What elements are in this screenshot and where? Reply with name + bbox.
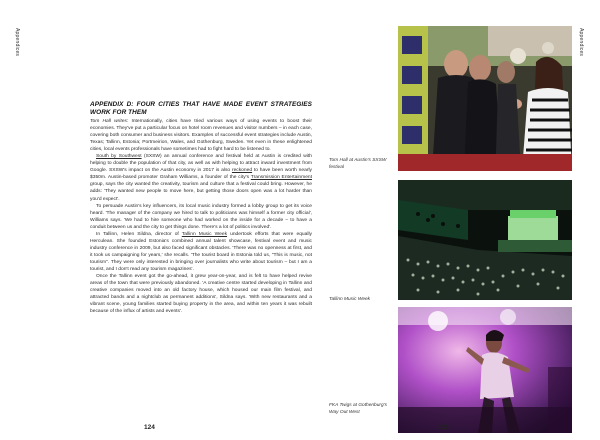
sxsw-link[interactable]: South by Southwest — [96, 154, 142, 160]
caption-gothenburg: FKA Twigs at Gothenburg's Way Out West — [329, 403, 387, 415]
article-heading: APPENDIX D: FOUR CITIES THAT HAVE MADE EVENT STRATEGIES WORK FOR THEM — [90, 101, 312, 116]
paragraph-4: In Tallinn, Helen Sildna, director of Tallinn Music Week undertook efforts that were equally Herculean. She founded Estonia's combined annual talent showcase, festival event and music industry conference in 2009, but also faced significant obstacles. 'There was no openness at first, and it took us campaigning for years,' she recalls. 'The tourist board in Estonia told us, "This is music, not tourism". They were only interested in bringing over journalists who write about tourism – but I am a tourist, and I don't read any tourism magazines'. — [90, 231, 312, 272]
reckoned-link[interactable]: reckoned — [231, 168, 253, 174]
transmission-link[interactable]: Transmission Entertainment — [250, 175, 312, 181]
paragraph-2: South by Southwest (SXSW) an annual conference and festival held at Austin is credited with helping to double the population of that city, as well as with helping to attract inward investment from Google. SXSW's impact on the Austin economy in 2017 is also reckoned to have been worth nearly $350m. Austin-based promoter Graham Williams, a founder of the city's Transmission Entertainment group, says the city wanted the creativity, tourism and culture that a festival could bring. However, he adds: 'They wanted new people to move here, but getting those doors open was a lot harder than you'd expect'. — [90, 154, 313, 202]
paragraph-5: Once the Tallinn event got the go-ahead, it grew year-on-year, and is felt to have helped revive areas of the town that were previously abandoned. 'A creative centre started developing in Tallinn and creative companies moved into an old factory house, which housed our main film festival, and attracted bands and a nightclub as permanent additions', Sildna says. 'With new restaurants and a vibrant scene, young families started buying property in the area, and within ten years it was rebuilt because of the influx of artists and events'. — [90, 274, 312, 315]
article-column — [90, 101, 312, 315]
paragraph-1-text: Internationally, cities have tried various ways of using events to boost their economies. They've put a particular focus on hotel room revenues and visitor numbers – in each case, covering both consumer and business visitors. Examples of successful event strategies include Austin, Texas; Tallinn, Estonia; Portmeirion, Wales, and Gothenburg, Sweden. Yet even in these enlightened cities, local events professionals have sometimes had to fight hard to be listened to. — [90, 119, 312, 153]
paragraph-3: To persuade Austin's key influencers, its local music industry formed a lobby group to get its voice heard. 'The manager of the company we hired to talk to politicians was himself a former city official', Williams says. 'We had to hire someone who had worked on the inside for a decade – to have a conduit between us and the city to get things done. There's a lot of politics involved'. — [90, 203, 312, 230]
caption-tallinn: Tallinn Music Week — [329, 297, 371, 302]
concert-crowd-photo — [398, 180, 572, 300]
running-head-right: Appendices — [578, 28, 584, 57]
tallinn-music-week-link[interactable]: Tallinn Music Week — [181, 231, 228, 237]
sxsw-red-carpet-photo — [398, 26, 572, 171]
caption-sxsw: Tom Hall at Austin's SXSW festival — [329, 158, 387, 170]
running-head-left: Appendices — [14, 28, 20, 57]
byline: Tom Hall writes: — [90, 119, 129, 124]
page-number-left: 124 — [144, 424, 155, 431]
paragraph-1 — [90, 118, 312, 153]
page-number-right: 125 — [438, 424, 449, 431]
performer-stage-photo — [398, 307, 572, 433]
